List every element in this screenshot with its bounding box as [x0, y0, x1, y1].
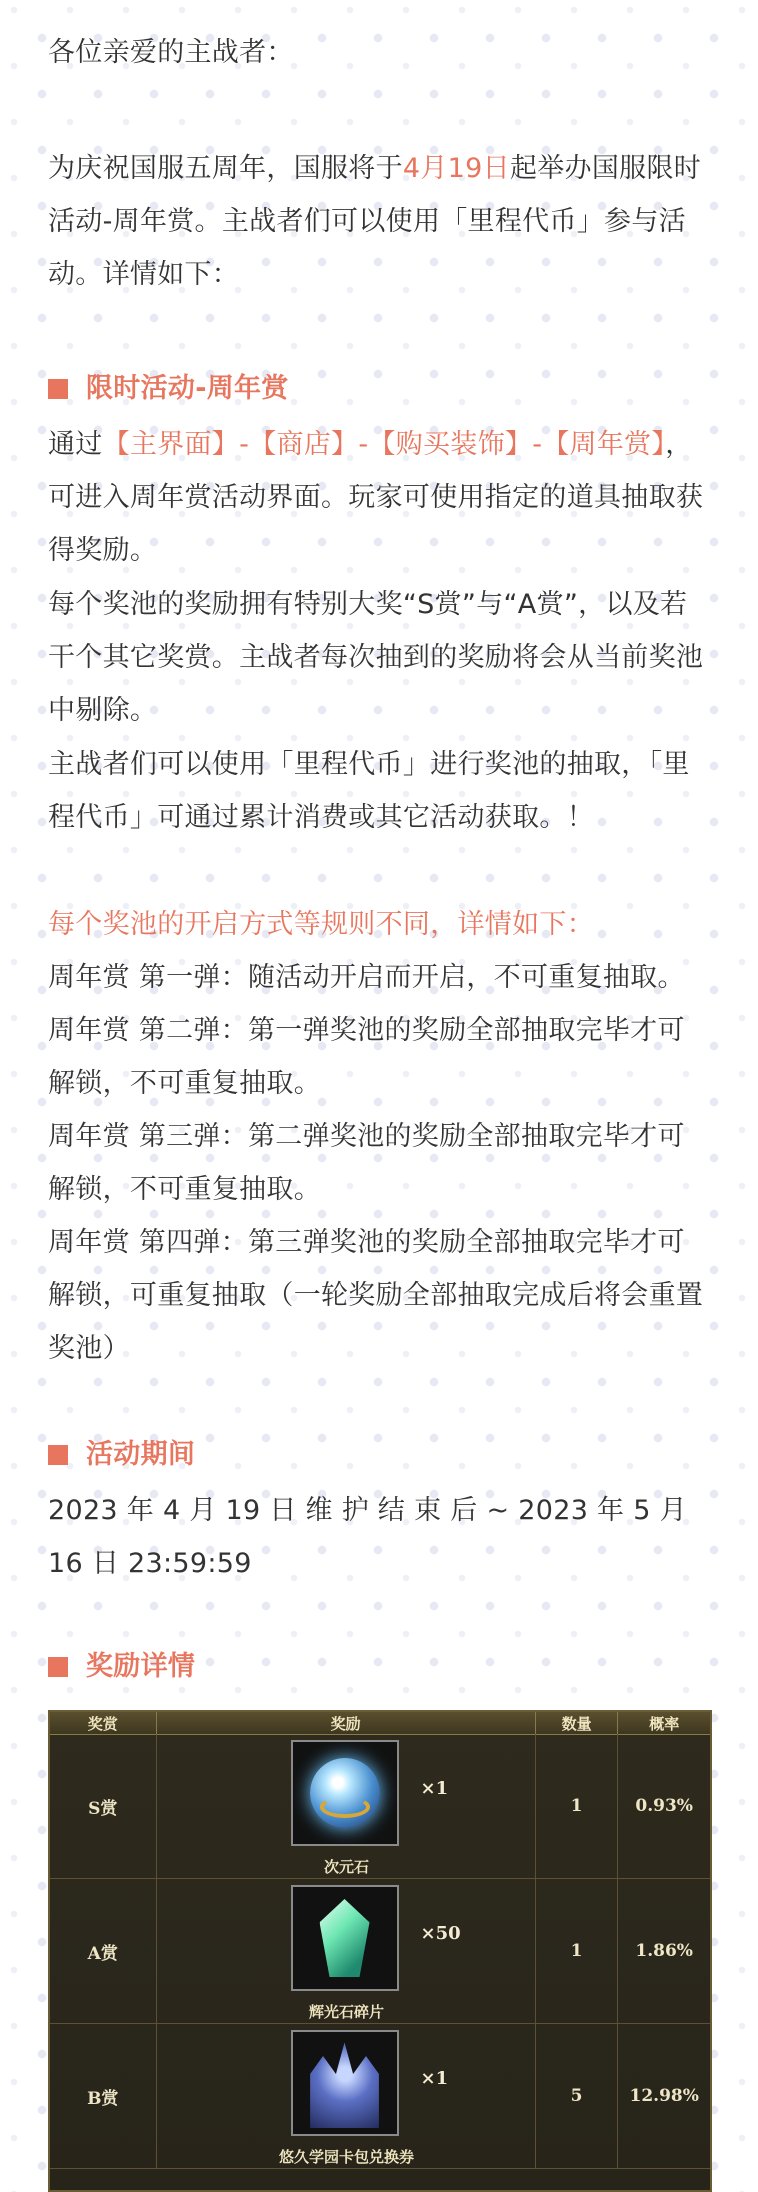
- reward-cell: [157, 1734, 536, 1878]
- path-prefix: 通过: [48, 429, 103, 460]
- heading-square-icon: [48, 1445, 68, 1465]
- table-header: [50, 1712, 710, 1735]
- item-name: 辉光石碎片: [309, 2003, 385, 2021]
- item-name: 悠久学园卡包兑换券: [279, 2148, 415, 2166]
- header-count: 数量: [536, 1712, 619, 1734]
- header-probability: 概率: [649, 1714, 680, 1733]
- tier-cell: B赏: [50, 2024, 157, 2168]
- tier-cell: S赏: [50, 1734, 157, 1878]
- probability-cell: 12.98%: [629, 2086, 699, 2106]
- header-reward: 奖励: [157, 1712, 536, 1734]
- reward-cell: [157, 1879, 536, 2023]
- section-title: 奖励详情: [86, 1651, 196, 1682]
- intro-before: 为庆祝国服五周年，国服将于: [48, 153, 403, 184]
- path-suffix: ，可进入周年赏活动界面。玩家可使用指定的道具抽取获得奖励。: [48, 429, 704, 566]
- intro-after: 起举办国服限时活动-周年赏。主战者们可以使用「里程代币」参与活动。详情如下：: [48, 153, 702, 290]
- event-path-paragraph: [48, 418, 712, 577]
- probability-cell: 0.93%: [635, 1796, 693, 1816]
- greeting: 各位亲爱的主战者：: [48, 37, 294, 68]
- tier-cell: A赏: [50, 1879, 157, 2023]
- intro-paragraph: [48, 142, 712, 301]
- rule-item: 周年赏 第二弹：第一弹奖池的奖励全部抽取完毕才可解锁，不可重复抽取。: [48, 1015, 685, 1099]
- header-tier: 奖赏: [50, 1712, 157, 1734]
- section-heading-rewards: [48, 1640, 712, 1693]
- count-cell: 1: [536, 1734, 619, 1878]
- rule-item: 周年赏 第一弹：随活动开启而开启，不可重复抽取。: [48, 962, 685, 993]
- rule-item: 周年赏 第三弹：第二弹奖池的奖励全部抽取完毕才可解锁，不可重复抽取。: [48, 1121, 685, 1205]
- section-heading-period: [48, 1428, 712, 1481]
- table-row: [50, 1879, 710, 2024]
- dimension-stone-icon: [291, 1740, 399, 1846]
- item-name: 次元石: [324, 1858, 370, 1876]
- rules-title: 每个奖池的开启方式等规则不同，详情如下：: [48, 909, 594, 940]
- table-row: [50, 1734, 710, 1879]
- reward-cell: [157, 2024, 536, 2168]
- count-cell: 5: [536, 2024, 619, 2168]
- heading-square-icon: [48, 1657, 68, 1677]
- section-heading-event: [48, 362, 712, 415]
- intro-date: 4月19日: [402, 153, 510, 184]
- card-pack-voucher-icon: [291, 2030, 399, 2136]
- glow-stone-shard-icon: [291, 1885, 399, 1991]
- reward-table: [48, 1710, 712, 2192]
- prize-rule-paragraph: 每个奖池的奖励拥有特别大奖“S赏”与“A赏”，以及若干个其它奖赏。主战者每次抽到的奖励将会从当前奖池中剔除。: [48, 589, 704, 726]
- item-quantity: ×1: [420, 2068, 449, 2089]
- item-quantity: ×1: [420, 1778, 449, 1799]
- menu-path: 【主界面】-【商店】-【购买装饰】-【周年赏】: [102, 429, 666, 460]
- table-row: [50, 2024, 710, 2169]
- rule-item: 周年赏 第四弹：第三弹奖池的奖励全部抽取完毕才可解锁，可重复抽取（一轮奖励全部抽取完成后将会重置奖池）: [48, 1227, 704, 1364]
- section-title: 限时活动-周年赏: [86, 373, 289, 404]
- event-period: 2023 年 4 月 19 日 维 护 结 束 后 ~ 2023 年 5 月 16 日 23:59:59: [48, 1495, 687, 1579]
- item-quantity: ×50: [420, 1923, 461, 1944]
- token-paragraph: 主战者们可以使用「里程代币」进行奖池的抽取，「里程代币」可通过累计消费或其它活动获取。！: [48, 749, 690, 833]
- section-title: 活动期间: [86, 1439, 196, 1470]
- probability-cell: 1.86%: [635, 1941, 693, 1961]
- heading-square-icon: [48, 379, 68, 399]
- count-cell: 1: [536, 1879, 619, 2023]
